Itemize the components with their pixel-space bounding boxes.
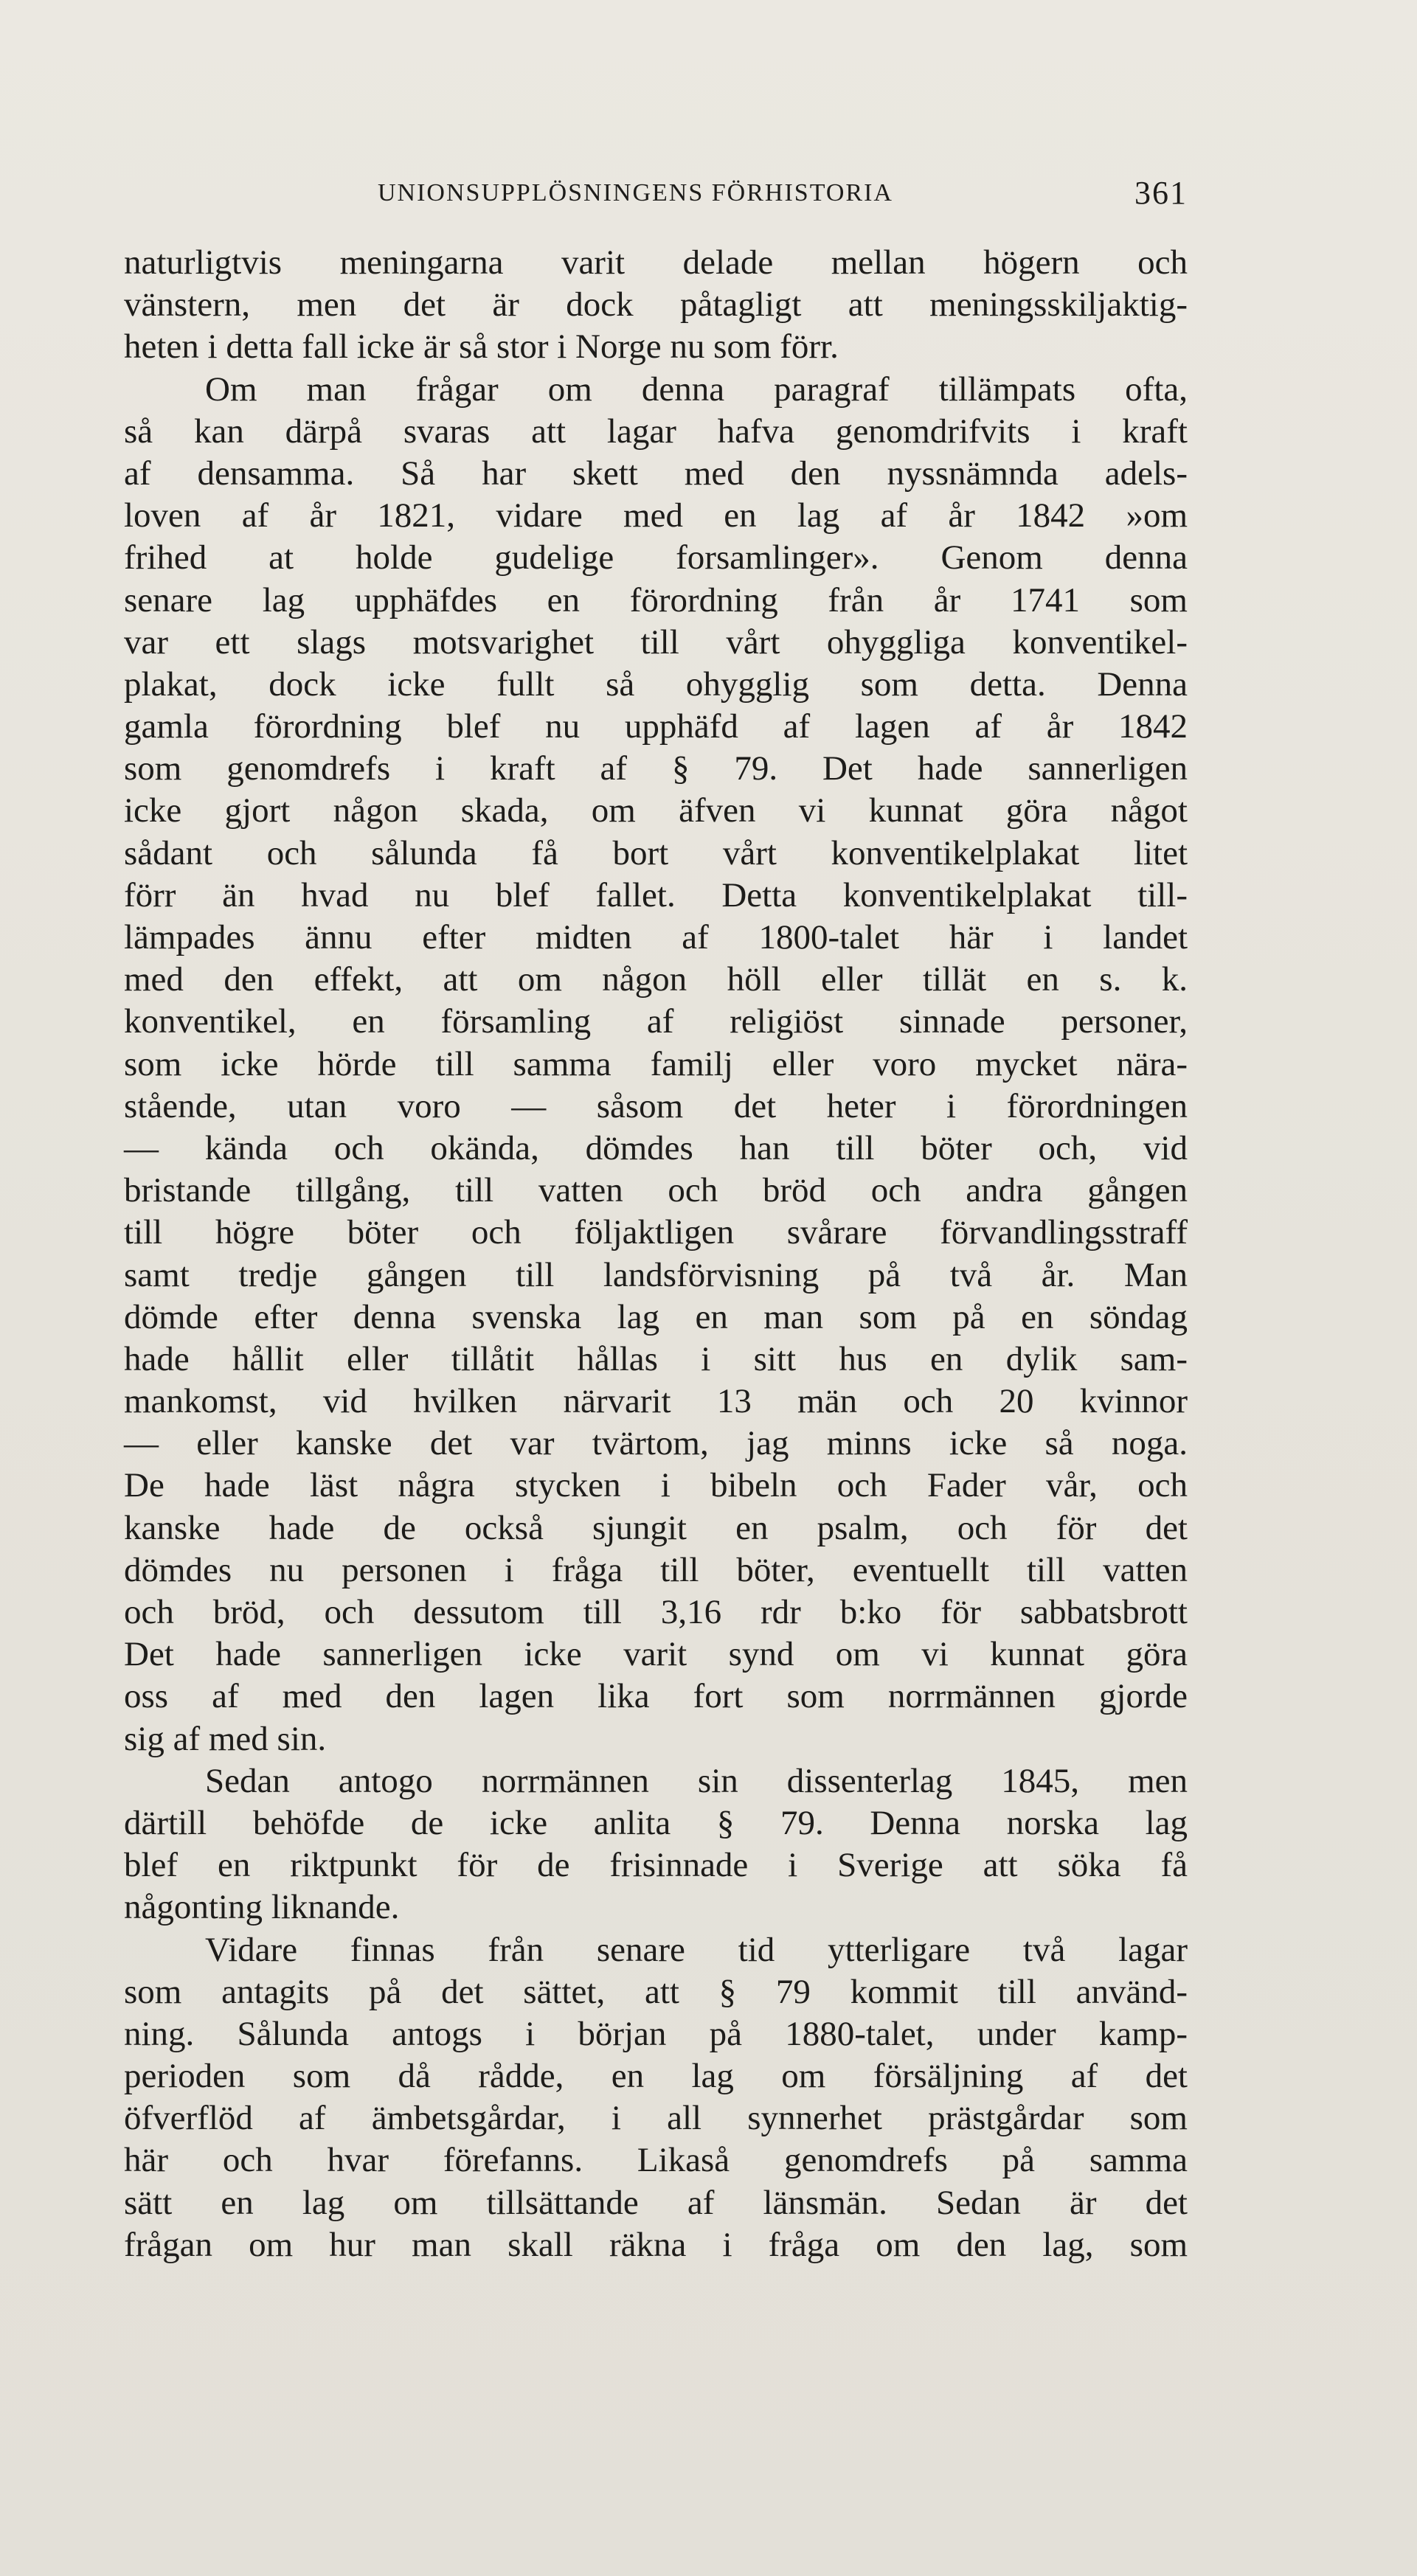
text-line: frågan om hur man skall räkna i fråga om den lag, som <box>124 2225 1188 2264</box>
text-line: naturligtvis meningarna varit delade mellan högern och <box>124 243 1188 282</box>
text-line: någonting liknande. <box>124 1888 400 1927</box>
text-line: ning. Sålunda antogs i början på 1880-talet, under kamp- <box>124 2014 1188 2053</box>
text-line: sådant och sålunda få bort vårt konventikelplakat litet <box>124 833 1188 872</box>
text-line: plakat, dock icke fullt så ohygglig som detta. Denna <box>124 664 1188 704</box>
text-line: och bröd, och dessutom till 3,16 rdr b:ko för sabbatsbrott <box>124 1593 1188 1631</box>
text-line: med den effekt, att om någon höll eller tillät en s. k. <box>124 960 1188 999</box>
text-line: som genomdrefs i kraft af § 79. Det hade sannerligen <box>124 749 1188 788</box>
text-line: heten i detta fall icke är så stor i Norge nu som förr. <box>124 327 839 367</box>
text-line: Vidare finnas från senare tid ytterligare två lagar <box>205 1930 1188 1969</box>
text-line: här och hvar förefanns. Likaså genomdrefs på samma <box>124 2141 1188 2180</box>
text-line: var ett slags motsvarighet till vårt ohyggliga konventikel- <box>124 622 1188 662</box>
text-line: icke gjort någon skada, om äfven vi kunnat göra något <box>124 791 1188 830</box>
text-line: — kända och okända, dömdes han till böter och, vid <box>124 1128 1188 1167</box>
text-line: De hade läst några stycken i bibeln och Fader vår, och <box>124 1466 1188 1505</box>
text-line: Det hade sannerligen icke varit synd om vi kunnat göra <box>124 1635 1188 1674</box>
text-line: af densamma. Så har skett med den nyssnämnda adels- <box>124 454 1188 493</box>
running-title: UNIONSUPPLÖSNINGENS FÖRHISTORIA <box>378 179 893 206</box>
text-line: — eller kanske det var tvärtom, jag minns icke så noga. <box>124 1424 1188 1463</box>
text-line: vänstern, men det är dock påtagligt att meningsskiljaktig- <box>124 285 1188 324</box>
text-line: loven af år 1821, vidare med en lag af år 1842 »om <box>124 496 1188 535</box>
text-line: lämpades ännu efter midten af 1800-talet här i landet <box>124 918 1188 957</box>
text-line: därtill behöfde de icke anlita § 79. Denna norska lag <box>124 1803 1188 1842</box>
text-line: perioden som då rådde, en lag om försäljning af det <box>124 2057 1188 2096</box>
text-line: Sedan antogo norrmännen sin dissenterlag 1845, men <box>205 1761 1188 1800</box>
text-line: Om man frågar om denna paragraf tillämpats ofta, <box>205 369 1188 409</box>
text-line: sätt en lag om tillsättande af länsmän. Sedan är det <box>124 2183 1188 2222</box>
text-line: gamla förordning blef nu upphäfd af lagen af år 1842 <box>124 707 1188 746</box>
body-text <box>124 242 1188 2266</box>
text-line: sig af med sin. <box>124 1719 327 1758</box>
text-line: konventikel, en församling af religiöst sinnade personer, <box>124 1002 1188 1041</box>
text-line: bristande tillgång, till vatten och bröd och andra gången <box>124 1171 1188 1210</box>
text-line: hade hållit eller tillåtit hållas i sitt hus en dylik sam- <box>124 1339 1188 1378</box>
text-line: öfverflöd af ämbetsgårdar, i all synnerhet prästgårdar som <box>124 2099 1188 2138</box>
text-line: så kan därpå svaras att lagar hafva genomdrifvits i kraft <box>124 412 1188 451</box>
text-line: senare lag upphäfdes en förordning från år 1741 som <box>124 580 1188 619</box>
text-line: blef en riktpunkt för de frisinnade i Sverige att söka få <box>124 1846 1188 1885</box>
text-line: samt tredje gången till landsförvisning på två år. Man <box>124 1255 1188 1294</box>
text-line: dömdes nu personen i fråga till böter, eventuellt till vatten <box>124 1550 1188 1589</box>
text-line: stående, utan voro — såsom det heter i förordningen <box>124 1086 1188 1125</box>
text-line: dömde efter denna svenska lag en man som på en söndag <box>124 1297 1188 1336</box>
text-line: kanske hade de också sjungit en psalm, och för det <box>124 1508 1188 1547</box>
text-line: till högre böter och följaktligen svårare förvandlingsstraff <box>124 1213 1188 1252</box>
text-line: frihed at holde gudelige forsamlinger». Genom denna <box>124 538 1188 577</box>
text-line: oss af med den lagen lika fort som norrmännen gjorde <box>124 1677 1188 1716</box>
page-number: 361 <box>1134 175 1188 211</box>
text-line: som icke hörde till samma familj eller voro mycket nära- <box>124 1044 1188 1083</box>
text-line: som antagits på det sättet, att § 79 kommit till använd- <box>124 1972 1188 2011</box>
text-line: mankomst, vid hvilken närvarit 13 män och 20 kvinnor <box>124 1382 1188 1421</box>
running-head <box>124 171 1188 215</box>
text-line: förr än hvad nu blef fallet. Detta konventikelplakat till- <box>124 875 1188 914</box>
